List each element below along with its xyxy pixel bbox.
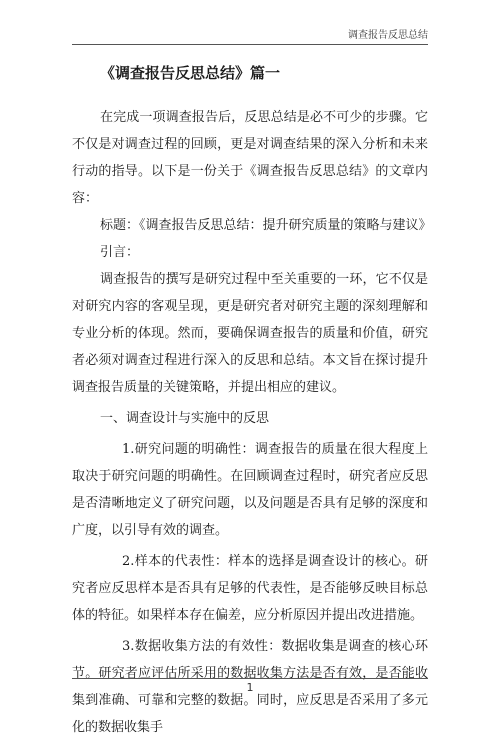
footer-divider bbox=[72, 678, 428, 679]
section-heading: 一、调查设计与实施中的反思 bbox=[100, 411, 270, 426]
document-title: 《调查报告反思总结》篇一 bbox=[100, 64, 281, 82]
running-header: 调查报告反思总结 bbox=[348, 30, 428, 41]
preface-label: 引言： bbox=[100, 245, 140, 260]
preface-paragraph: 调查报告的撰写是研究过程中至关重要的一环，它不仅是对研究内容的客观呈现，更是研究者对研究主题的深刻理解和专业分析的体现。然而，要确保调查报告的质量和价值，研究者必须对调查过程进行深入的反思和总结。本文旨在探讨提升调查报告质量的关键策略，并提出相应的建议。 bbox=[72, 272, 428, 395]
document-body bbox=[72, 60, 432, 741]
point-2-paragraph: 2.样本的代表性：样本的选择是调查设计的核心。研究者应反思样本是否具有足够的代表性，是否能够反映目标总体的特征。如果样本存在偏差，应分析原因并提出改进措施。 bbox=[72, 554, 428, 623]
point-3-paragraph: 3.数据收集方法的有效性：数据收集是调查的核心环节。研究者应评估所采用的数据收集方法是否有效，是否能收集到准确、可靠和完整的数据。同时，应反思是否采用了多元化的数据收集手 bbox=[72, 639, 428, 735]
page-number: 1 bbox=[246, 681, 254, 694]
header-divider bbox=[72, 44, 428, 45]
point-1-paragraph: 1.研究问题的明确性：调查报告的质量在很大程度上取决于研究问题的明确性。在回顾调查过程时，研究者应反思是否清晰地定义了研究问题，以及问题是否具有足够的深度和广度，以引导有效的调查。 bbox=[72, 442, 428, 538]
intro-paragraph: 在完成一项调查报告后，反思总结是必不可少的步骤。它不仅是对调查过程的回顾，更是对调查结果的深入分析和未来行动的指导。以下是一份关于《调查报告反思总结》的文章内容： bbox=[72, 110, 428, 206]
article-title-line: 标题：《调查报告反思总结：提升研究质量的策略与建议》 bbox=[100, 218, 432, 233]
